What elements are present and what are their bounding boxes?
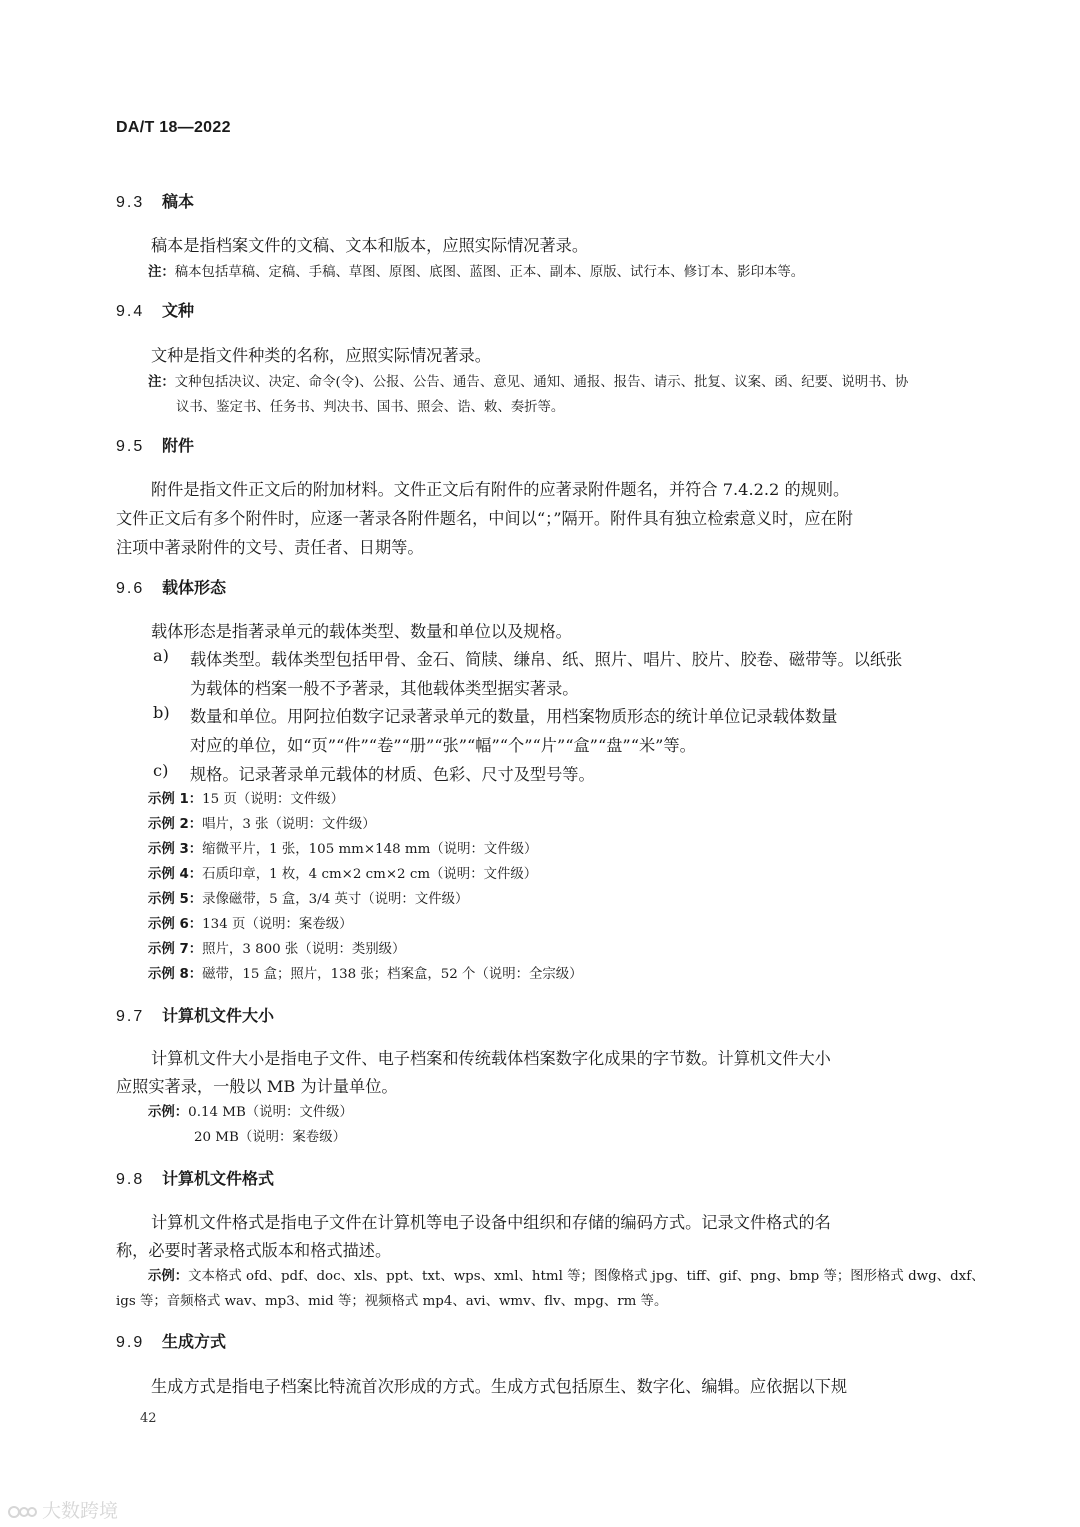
example (148, 1101, 353, 1120)
section-title: 计算机文件大小 (162, 1006, 275, 1025)
example (148, 863, 537, 882)
section-title: 生成方式 (162, 1332, 227, 1351)
list-marker: c) (153, 761, 169, 780)
example (148, 813, 376, 832)
section-title: 稿本 (162, 192, 195, 211)
section-9-9-heading (116, 1329, 226, 1352)
section-9-4-heading (116, 298, 194, 321)
watermark-logo-icon (8, 1503, 38, 1521)
watermark (8, 1496, 118, 1523)
section-number: 9.9 (116, 1334, 145, 1351)
example-label: 示例 5： (148, 892, 203, 907)
section-9-3-heading (116, 189, 194, 212)
example-label: 示例： (148, 1105, 189, 1120)
section-number: 9.5 (116, 438, 145, 455)
example (148, 888, 468, 907)
example (148, 1265, 985, 1284)
section-number: 9.6 (116, 580, 145, 597)
paragraph: 文种是指文件种类的名称，应照实际情况著录。 (151, 346, 491, 365)
paragraph-line: 生成方式是指电子档案比特流首次形成的方式。生成方式包括原生、数字化、编辑。应依据以下规 (151, 1377, 848, 1396)
example-continuation: igs 等；音频格式 wav、mp3、mid 等；视频格式 mp4、avi、wmv、flv、mpg、rm 等。 (116, 1294, 668, 1309)
paragraph: 稿本是指档案文件的文稿、文本和版本，应照实际情况著录。 (151, 236, 589, 255)
section-title: 附件 (162, 436, 195, 455)
example-text: 照片，3 800 张（说明：类别级） (202, 942, 406, 957)
example-continuation: 20 MB（说明：案卷级） (194, 1130, 346, 1145)
note (148, 261, 804, 280)
page-number: 42 (140, 1411, 157, 1426)
list-item-line: 为载体的档案一般不予著录，其他载体类型据实著录。 (190, 679, 579, 698)
list-item-line: 载体类型。载体类型包括甲骨、金石、简牍、缣帛、纸、照片、唱片、胶片、胶卷、磁带等。以纸张 (190, 650, 903, 669)
note-continuation: 议书、鉴定书、任务书、判决书、国书、照会、诰、敕、奏折等。 (176, 400, 565, 415)
example-label: 示例 1： (148, 792, 203, 807)
example-text: 石质印章，1 枚，4 cm×2 cm×2 cm（说明：文件级） (202, 867, 538, 882)
section-title: 计算机文件格式 (162, 1169, 275, 1188)
example (148, 788, 344, 807)
example-text: 0.14 MB（说明：文件级） (188, 1105, 353, 1120)
section-number: 9.7 (116, 1008, 145, 1025)
standard-code: DA/T 18—2022 (116, 119, 231, 136)
example-label: 示例 2： (148, 817, 203, 832)
example-text: 文本格式 ofd、pdf、doc、xls、ppt、txt、wps、xml、html 等；图像格式 jpg、tiff、gif、png、bmp 等；图形格式 dwg、dxf、 (188, 1269, 985, 1284)
example (148, 838, 537, 857)
section-9-5-heading (116, 433, 194, 456)
example-label: 示例 7： (148, 942, 203, 957)
note (148, 371, 908, 390)
example-text: 录像磁带，5 盒，3/4 英寸（说明：文件级） (202, 892, 469, 907)
list-item-line: 对应的单位，如“页”“件”“卷”“册”“张”“幅”“个”“片”“盒”“盘”“米”等。 (190, 736, 696, 755)
example (148, 963, 583, 982)
example-label: 示例 3： (148, 842, 203, 857)
section-title: 文种 (162, 301, 195, 320)
note-label: 注： (148, 375, 175, 390)
note-text: 文种包括决议、决定、命令(令)、公报、公告、通告、意见、通知、通报、报告、请示、批复、议案、函、纪要、说明书、协 (174, 375, 909, 390)
section-9-8-heading (116, 1166, 274, 1189)
paragraph-line: 计算机文件格式是指电子文件在计算机等电子设备中组织和存储的编码方式。记录文件格式的名 (151, 1213, 831, 1232)
paragraph-line: 计算机文件大小是指电子文件、电子档案和传统载体档案数字化成果的字节数。计算机文件大小 (151, 1049, 831, 1068)
section-title: 载体形态 (162, 578, 227, 597)
list-marker: a) (153, 646, 169, 665)
example-text: 磁带，15 盒；照片，138 张；档案盒，52 个（说明：全宗级） (202, 967, 583, 982)
example-label: 示例 6： (148, 917, 203, 932)
example-text: 15 页（说明：文件级） (202, 792, 344, 807)
example-label: 示例 8： (148, 967, 203, 982)
example-text: 唱片，3 张（说明：文件级） (202, 817, 376, 832)
section-number: 9.8 (116, 1171, 145, 1188)
example-text: 134 页（说明：案卷级） (202, 917, 353, 932)
example-label: 示例： (148, 1269, 189, 1284)
paragraph: 载体形态是指著录单元的载体类型、数量和单位以及规格。 (151, 622, 572, 641)
note-label: 注： (148, 265, 175, 280)
section-number: 9.4 (116, 303, 145, 320)
paragraph-line: 称，必要时著录格式版本和格式描述。 (116, 1241, 392, 1260)
paragraph-line: 应照实著录，一般以 MB 为计量单位。 (116, 1077, 398, 1096)
list-item-line: 规格。记录著录单元载体的材质、色彩、尺寸及型号等。 (190, 765, 595, 784)
example-label: 示例 4： (148, 867, 203, 882)
example (148, 913, 353, 932)
section-9-7-heading (116, 1003, 274, 1026)
paragraph-line: 附件是指文件正文后的附加材料。文件正文后有附件的应著录附件题名，并符合 7.4.2.2 的规则。 (151, 480, 850, 499)
list-marker: b) (153, 703, 170, 722)
list-item-line: 数量和单位。用阿拉伯数字记录著录单元的数量，用档案物质形态的统计单位记录载体数量 (190, 707, 838, 726)
note-text: 稿本包括草稿、定稿、手稿、草图、原图、底图、蓝图、正本、副本、原版、试行本、修订本、影印本等。 (174, 265, 805, 280)
example-text: 缩微平片，1 张，105 mm×148 mm（说明：文件级） (202, 842, 538, 857)
section-number: 9.3 (116, 194, 145, 211)
paragraph-line: 文件正文后有多个附件时，应逐一著录各附件题名，中间以“；”隔开。附件具有独立检索意义时，应在附 (116, 509, 853, 528)
paragraph-line: 注项中著录附件的文号、责任者、日期等。 (116, 538, 424, 557)
watermark-text: 大数跨境 (42, 1500, 119, 1522)
example (148, 938, 405, 957)
section-9-6-heading (116, 575, 226, 598)
